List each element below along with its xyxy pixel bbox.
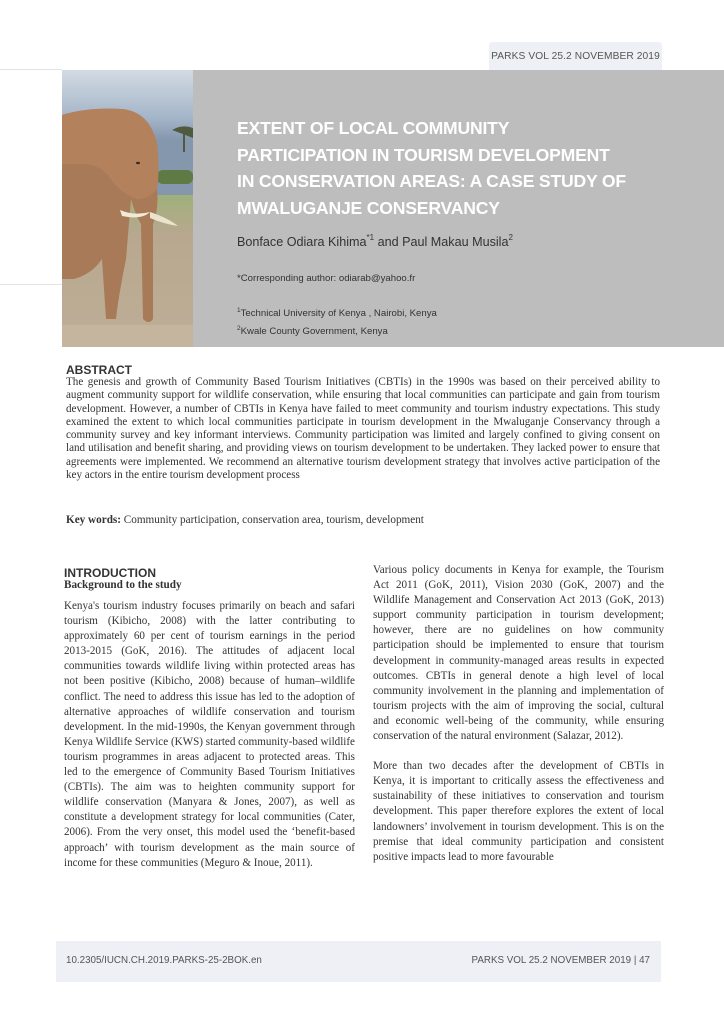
- body-column-left: [64, 599, 355, 871]
- title-line: PARTICIPATION IN TOURISM DEVELOPMENT: [237, 144, 610, 165]
- body-paragraph: More than two decades after the development of CBTIs in Kenya, it is important to critically assess the effectiveness and sustainability of these initiatives to conservation and tourism development. This paper therefore explores the extent of local landowners’ involvement in tourism development. This is on the premise that ideal community participation and consistent positive impacts lead to more favourable: [373, 760, 664, 863]
- abstract-body: The genesis and growth of Community Based Tourism Initiatives (CBTIs) in the 1990s was based on their perceived ability to augment community support for wildlife conservation, while ensuring that local communities can participate and gain from tourism development. However, a number of CBTIs in Kenya have failed to meet community and tourism industry expectations. This study examined the extent to which local communities participate in tourism development in the Mwaluganje Conservancy through a community survey and key informant interviews. Community participation was limited and largely confined to giving consent on land utilisation and benefit sharing, and providing views on tourism development to be undertaken. They lacked power to ensure that agreements were implemented. We recommend an alternative tourism development strategy that involves active participation of the key actors in the entire tourism development process: [66, 376, 660, 482]
- elephant-photo: [62, 70, 193, 347]
- author-name: Bonface Odiara Kihima: [237, 235, 367, 250]
- subsection-heading: Background to the study: [64, 579, 182, 591]
- page-footer: [56, 941, 661, 982]
- footer-page-info: [472, 955, 650, 966]
- article-title: [237, 115, 677, 221]
- keywords-list: Community participation, conservation area, tourism, development: [121, 514, 424, 526]
- corresponding-author: *Corresponding author: odiarab@yahoo.fr: [237, 273, 416, 284]
- body-column-right: [373, 563, 664, 865]
- author-list: [237, 234, 513, 249]
- author-name: Paul Makau Musila: [402, 235, 509, 250]
- keywords-label: Key words:: [66, 514, 121, 526]
- affiliation-text: Technical University of Kenya , Nairobi, Kenya: [240, 308, 437, 320]
- keywords-line: [66, 514, 424, 526]
- author-superscript: *1: [366, 233, 375, 242]
- author-connector: and: [374, 235, 403, 250]
- elephant-icon: [62, 70, 193, 347]
- header-rule: [0, 69, 62, 70]
- section-heading-introduction: INTRODUCTION: [64, 566, 156, 580]
- affiliation-superscript: 1: [237, 307, 241, 314]
- footer-journal-issue: PARKS VOL 25.2 NOVEMBER 2019: [471, 955, 632, 966]
- abstract-heading: ABSTRACT: [66, 363, 132, 377]
- doi-link[interactable]: 10.2305/IUCN.CH.2019.PARKS-25-2BOK.en: [66, 955, 262, 966]
- margin-rule: [0, 284, 62, 285]
- journal-issue-label: PARKS VOL 25.2 NOVEMBER 2019: [491, 50, 660, 62]
- affiliation-item: [237, 303, 437, 321]
- page-number: 47: [639, 955, 650, 966]
- title-line: IN CONSERVATION AREAS: A CASE STUDY OF: [237, 171, 626, 191]
- affiliation-item: [237, 321, 437, 339]
- running-header: [489, 42, 662, 70]
- affiliation-text: Kwale County Government, Kenya: [240, 326, 388, 338]
- body-paragraph: Various policy documents in Kenya for example, the Tourism Act 2011 (GoK, 2011), Vision 2030 (GoK, 2007) and the Wildlife Management and Conservation Act 2013 (GoK, 2013) support community participation in tourism development; however, there are no guidelines on how community participation should be implemented to ensure that tourism development in community-managed areas results in expected outcomes. CBTIs in general denote a high level of local community involvement in the planning and implementation of tourism projects with the aim of improving the social, cultural and economic well-being of the community, while ensuring conservation of the natural environment (Salazar, 2012).: [373, 564, 664, 743]
- author-superscript: 2: [508, 233, 513, 242]
- title-line: MWALUGANJE CONSERVANCY: [237, 197, 500, 218]
- body-paragraph: Kenya's tourism industry focuses primarily on beach and safari tourism (Kibicho, 2008) with the latter contributing to approximately 60 per cent of tourism earnings in the period 2013-2015 (GoK, 2016). The attitudes of adjacent local communities towards wildlife living within protected areas has not been positive (Kibicho, 2008) because of human–wildlife conflict. The need to address this issue has led to the adoption of alternative approaches of wildlife conservation and tourism development. In the mid-1990s, the Kenyan government through Kenya Wildlife Service (KWS) started community-based wildlife tourism programmes in areas adjacent to protected areas. This led to the emergence of Community Based Tourism Initiatives (CBTIs). The aim was to heighten community support for wildlife conservation (Manyara & Jones, 2007), as well as constitute a development strategy for local communities (Cater, 2006). From the very onset, this model used the ‘benefit-based approach’ with tourism development as the main source of income for these communities (Meguro & Inoue, 2011).: [64, 600, 355, 869]
- footer-separator: |: [631, 955, 640, 966]
- affiliations: [237, 303, 437, 339]
- affiliation-superscript: 2: [237, 325, 241, 333]
- title-line: EXTENT OF LOCAL COMMUNITY: [237, 118, 510, 138]
